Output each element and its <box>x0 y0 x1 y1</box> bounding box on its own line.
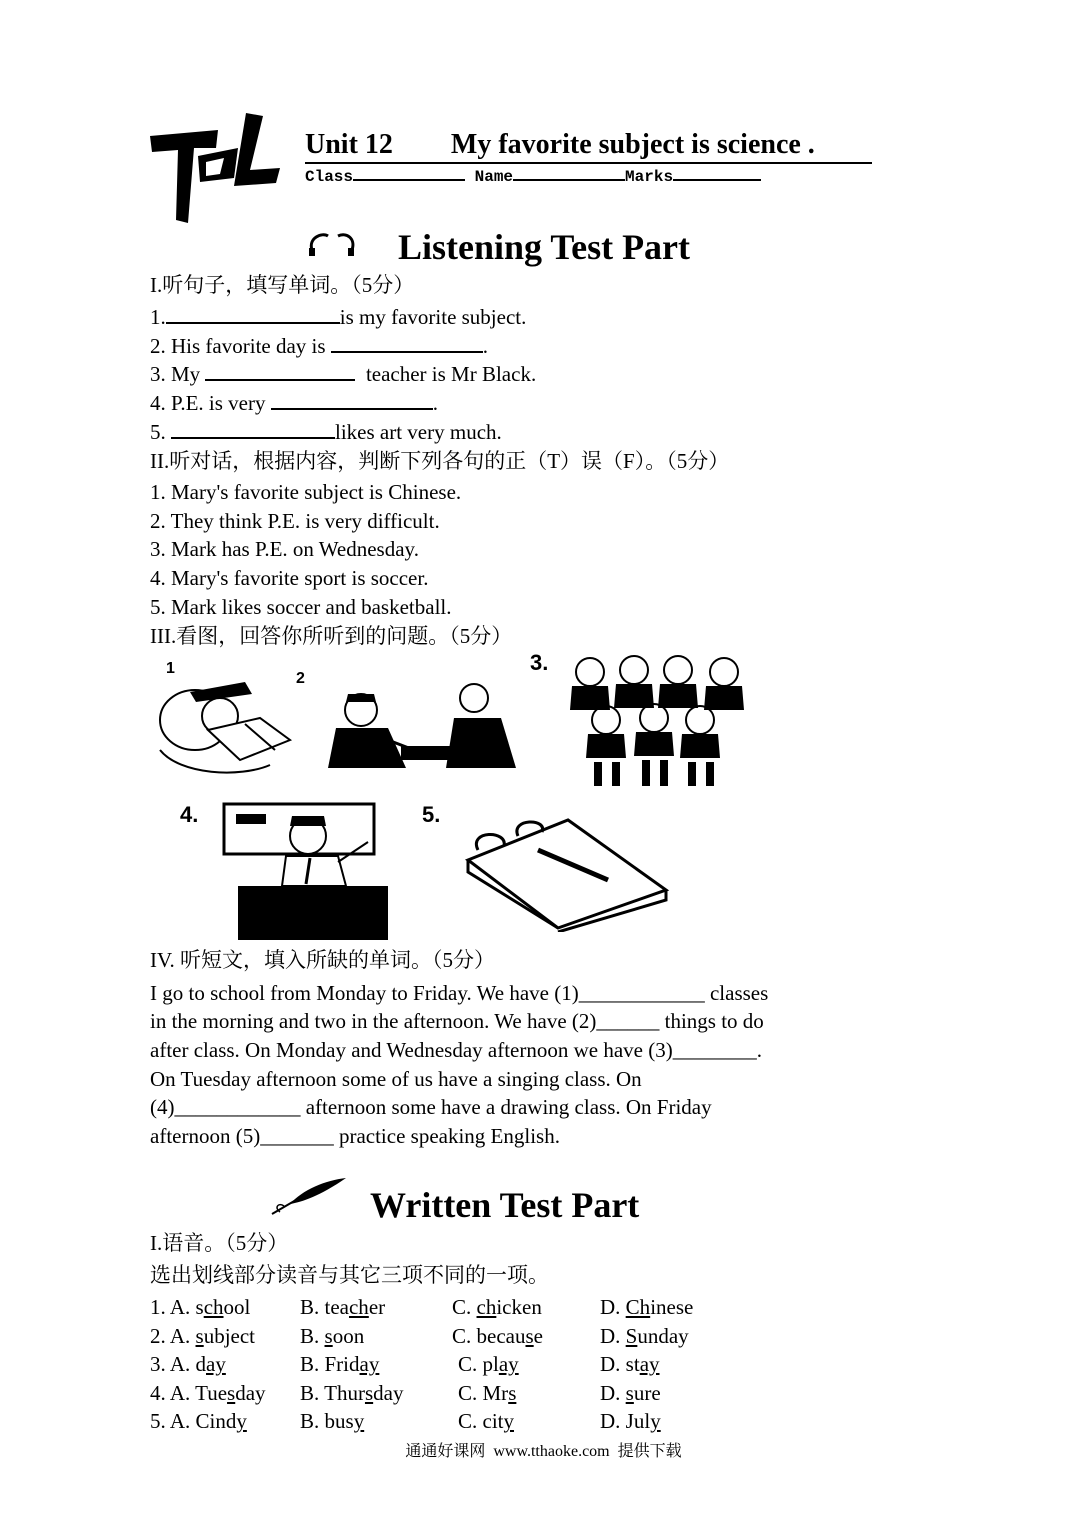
phonics-option[interactable]: D. Sunday <box>600 1323 689 1348</box>
underlined-letters: y <box>503 1409 514 1434</box>
passage-line: I go to school from Monday to Friday. We have (1)____________ classes <box>150 981 769 1005</box>
listening-part2-title: II.听对话，根据内容，判断下列各句的正（T）误（F）。（5分） <box>150 449 730 473</box>
phonics-option[interactable]: B. busy <box>300 1409 365 1434</box>
written-part1-title: I.语音。（5分） <box>150 1231 289 1255</box>
written-part1-instruction: 选出划线部分读音与其它三项不同的一项。 <box>150 1263 549 1287</box>
tdl-logo <box>148 108 283 228</box>
listening-part4-title: IV. 听短文，填入所缺的单词。（5分） <box>150 948 495 972</box>
listening-item-2: 2. His favorite day is . <box>150 331 488 361</box>
phonics-option[interactable]: B. Friday <box>300 1352 380 1377</box>
soccer-team-icon: 3. <box>528 650 760 792</box>
phonics-option[interactable]: D. Chinese <box>600 1295 694 1319</box>
underlined-letters: Ch <box>625 1295 651 1319</box>
underlined-letters: ay <box>498 1352 519 1377</box>
phonics-option[interactable]: D. sure <box>600 1380 661 1405</box>
listening-item-4: 4. P.E. is very . <box>150 388 438 418</box>
underlined-letters: s <box>227 1380 236 1405</box>
underlined-letters: ch <box>203 1295 224 1319</box>
tf-item: 1. Mary's favorite subject is Chinese. <box>150 480 462 504</box>
student-info-fields <box>305 165 761 186</box>
underlined-letters: s <box>324 1323 333 1348</box>
calendar-icon: 5. <box>418 800 670 932</box>
underlined-letters: s <box>525 1323 534 1348</box>
listening-item-5: 5. likes art very much. <box>150 417 502 447</box>
phonics-option[interactable]: 5. A. Cindy <box>150 1409 247 1434</box>
listening-part1-title: I.听句子，填写单词。（5分） <box>150 273 415 297</box>
quill-pen-icon <box>266 1176 348 1223</box>
underlined-letters: s <box>508 1380 517 1405</box>
underlined-letters: s <box>625 1380 634 1405</box>
underlined-letters: s <box>364 1380 374 1405</box>
phonics-option[interactable]: B. soon <box>300 1323 365 1348</box>
underlined-letters: ch <box>476 1295 497 1319</box>
tf-item: 2. They think P.E. is very difficult. <box>150 509 440 533</box>
phonics-option[interactable]: B. Thursday <box>300 1380 404 1405</box>
passage-line: in the morning and two in the afternoon. We have (2)______ things to do <box>150 1009 764 1033</box>
listening-item-1: 1. is my favorite subject. <box>150 302 526 332</box>
passage-line: afternoon (5)_______ practice speaking English. <box>150 1124 560 1148</box>
answer-blank[interactable] <box>271 388 433 410</box>
listening-heading: Listening Test Part <box>398 227 691 267</box>
underlined-letters: S <box>625 1323 638 1348</box>
name-field[interactable] <box>513 165 625 181</box>
underlined-letters: ay <box>639 1352 660 1377</box>
tf-item: 3. Mark has P.E. on Wednesday. <box>150 537 419 561</box>
underlined-letters: s <box>195 1323 204 1348</box>
underlined-letters: ch <box>348 1295 369 1319</box>
phonics-option[interactable]: C. because <box>452 1323 543 1348</box>
phonics-option[interactable]: C. city <box>458 1409 514 1434</box>
tf-item: 4. Mary's favorite sport is soccer. <box>150 566 429 590</box>
phonics-option[interactable]: B. teacher <box>300 1295 386 1319</box>
chess-players-icon: 2 <box>296 668 521 778</box>
phonics-option[interactable]: D. July <box>600 1409 661 1434</box>
underlined-letters: y <box>236 1409 247 1434</box>
answer-blank[interactable] <box>166 302 340 324</box>
written-heading: Written Test Part <box>370 1185 640 1225</box>
unit-number: Unit 12 <box>305 129 393 160</box>
listening-part3-title: III.看图，回答你所听到的问题。（5分） <box>150 624 513 648</box>
listening-item-3: 3. My teacher is Mr Black. <box>150 359 536 389</box>
class-field[interactable] <box>353 165 465 181</box>
marks-label: Marks <box>625 168 674 186</box>
class-label: Class <box>305 168 354 186</box>
tdl-logo-graphic <box>148 108 283 228</box>
answer-blank[interactable] <box>331 331 483 353</box>
phonics-option[interactable]: 3. A. day <box>150 1352 226 1377</box>
phonics-option[interactable]: C. Mrs <box>458 1380 517 1405</box>
unit-subtitle: My favorite subject is science . <box>450 129 815 160</box>
underlined-letters: ay <box>206 1352 226 1377</box>
phonics-option[interactable]: 4. A. Tuesday <box>150 1380 266 1405</box>
marks-field[interactable] <box>673 165 761 181</box>
girl-reading-icon: 1 <box>150 660 300 780</box>
headphones-icon <box>304 228 360 265</box>
answer-blank[interactable] <box>205 359 355 381</box>
underlined-letters: ay <box>359 1352 380 1377</box>
phonics-option[interactable]: 2. A. subject <box>150 1323 256 1348</box>
passage-line: On Tuesday afternoon some of us have a singing class. On <box>150 1067 642 1091</box>
page-footer: 通通好课网 www.tthaoke.com 提供下载 <box>405 1443 682 1460</box>
passage-line: after class. On Monday and Wednesday afternoon we have (3)________. <box>150 1038 762 1062</box>
phonics-option[interactable]: C. chicken <box>452 1295 542 1319</box>
phonics-option[interactable]: 1. A. school <box>150 1295 251 1319</box>
unit-title <box>305 128 872 164</box>
underlined-letters: y <box>353 1409 365 1434</box>
underlined-letters: y <box>650 1409 661 1434</box>
teacher-blackboard-icon: 4. <box>178 796 413 942</box>
phonics-option[interactable]: D. stay <box>600 1352 660 1377</box>
answer-blank[interactable] <box>171 417 335 439</box>
tf-item: 5. Mark likes soccer and basketball. <box>150 595 452 619</box>
passage-line: (4)____________ afternoon some have a drawing class. On Friday <box>150 1095 712 1119</box>
name-label: Name <box>474 168 514 186</box>
phonics-option[interactable]: C. play <box>458 1352 519 1377</box>
